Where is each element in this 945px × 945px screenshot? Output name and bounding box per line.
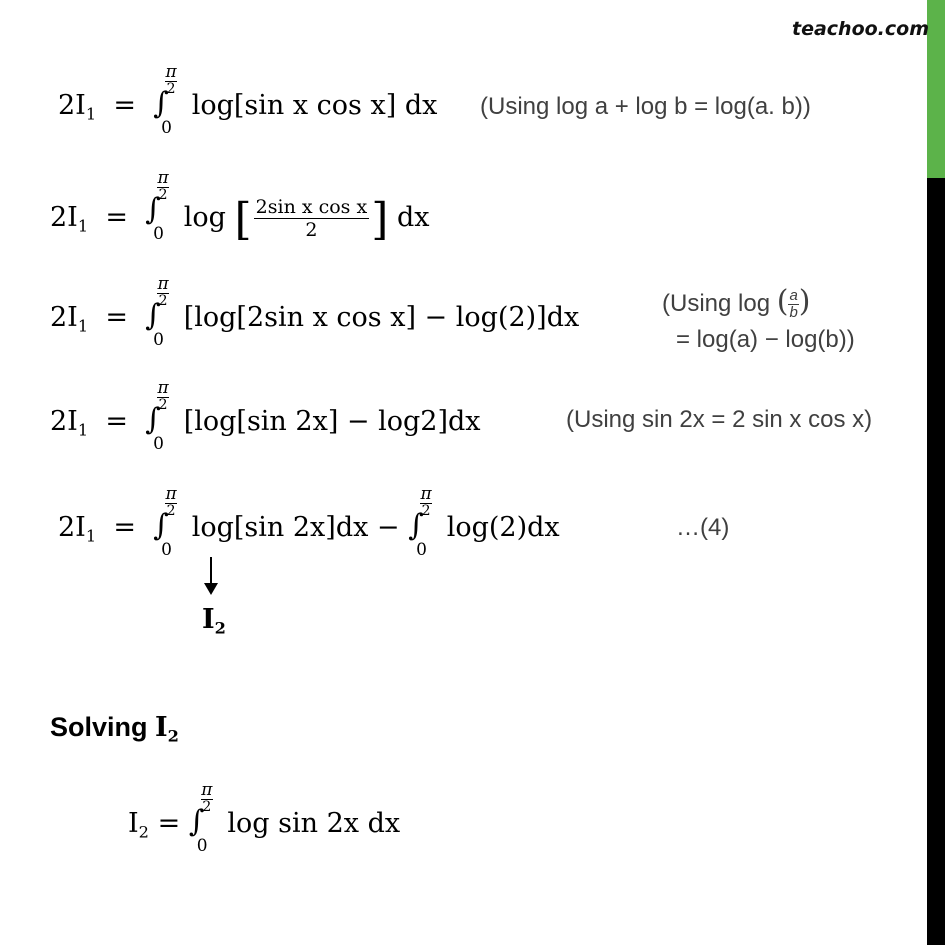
integral-sign: ∫ π 2 0 [153, 62, 177, 138]
fraction: $\frac{\text{2sin x cos x}}{2}$ [255, 196, 368, 241]
brand-logo: teachoo.com [792, 18, 930, 40]
equation-line-2: $2I_1$ = ∫ π 2 0 log [ $\frac{\text{2sin x cos x}}{2}$ ] dx [50, 168, 430, 245]
integral-sign: ∫ π 2 0 [153, 484, 177, 560]
integral-sign: ∫ π 2 0 [188, 780, 213, 856]
equation-line-5: $2I_1$ = ∫ π 2 0 log[sin 2x]dx − ∫ π 2 0 log(2)dx [58, 484, 560, 560]
note-line-3a: (Using log ( $\frac{a}{b}$) [662, 284, 811, 322]
section-heading: Solving $I_2$ [50, 712, 179, 746]
note-line-1: (Using log a + log b = log(a. b)) [480, 93, 811, 120]
integral-sign: ∫ π 2 0 [145, 274, 169, 350]
equation-line-1: $2I_1$ = ∫ π 2 0 log[sin x cos x] dx [58, 62, 438, 138]
note-line-4: (Using sin 2x = 2 sin x cos x) [566, 406, 873, 433]
scroll-track [927, 178, 945, 945]
arrow-head-icon [204, 583, 218, 595]
equation-line-3: $2I_1$ = ∫ π 2 0 [log[2sin x cos x] − log(2)]dx [50, 274, 580, 350]
pointer-label: $I_2$ [202, 604, 226, 638]
note-line-3b: = log(a) − log(b)) [676, 326, 855, 353]
equation-final: $I_2$ = ∫ π 2 0 log sin 2x dx [128, 780, 401, 856]
integral-sign: ∫ π 2 0 [145, 168, 169, 244]
integral-sign: ∫ π 2 0 [408, 484, 432, 560]
equation-number: …(4) [676, 514, 730, 541]
scroll-progress-green [927, 0, 945, 178]
integral-sign: ∫ π 2 0 [145, 378, 169, 454]
equation-line-4: $2I_1$ = ∫ π 2 0 [log[sin 2x] − log2]dx [50, 378, 481, 454]
down-arrow-icon [210, 557, 212, 585]
